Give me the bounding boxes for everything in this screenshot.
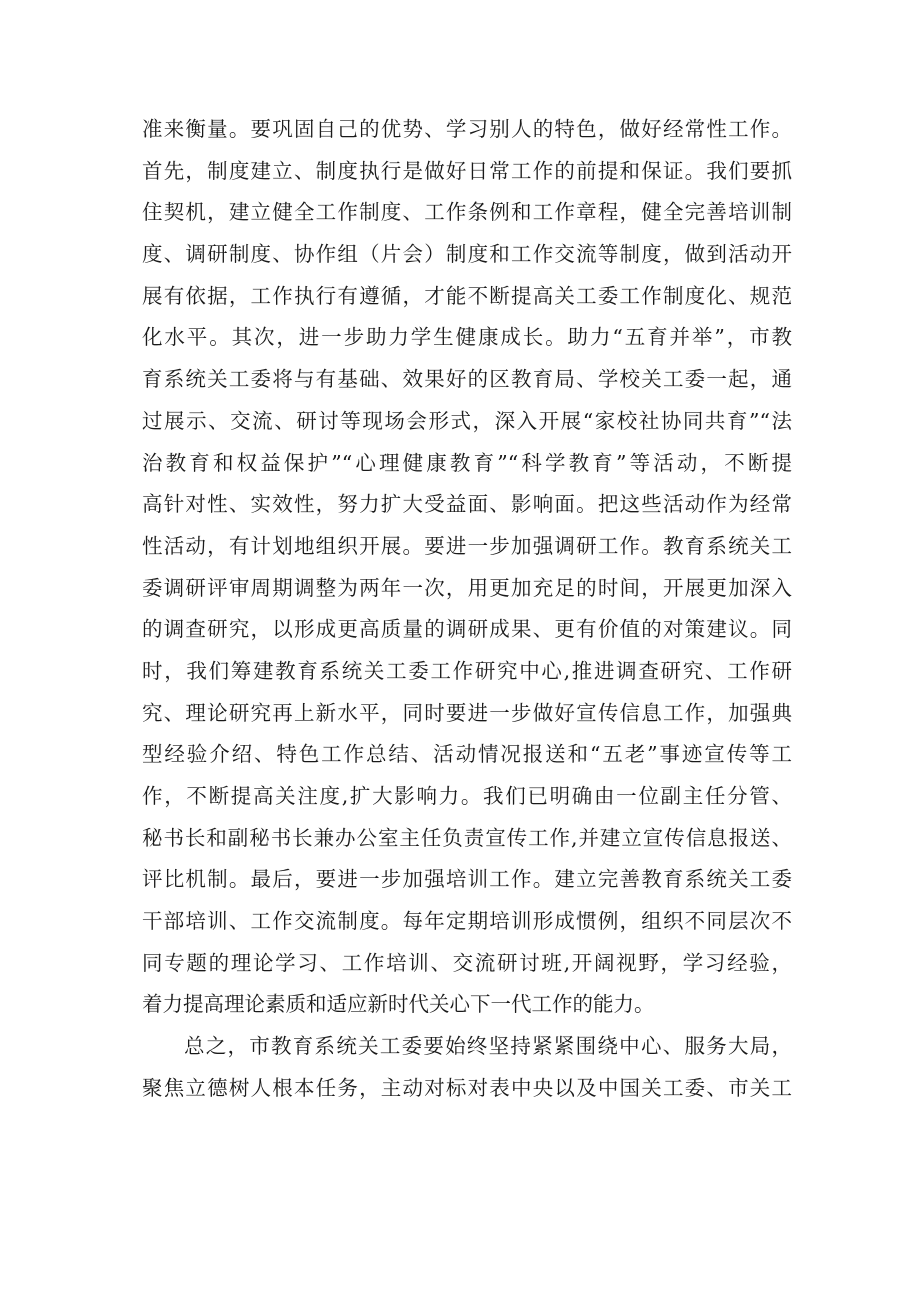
text-line: 干部培训、工作交流制度。每年定期培训形成惯例，组织不同层次不 [142,909,792,934]
text-line: 同专题的理论学习、工作培训、交流研讨班,开阔视野，学习经验， [142,950,792,975]
text-line: 准来衡量。要巩固自己的优势、学习别人的特色，做好经常性工作。 [142,117,792,141]
text-line: 究、理论研究再上新水平，同时要进一步做好宣传信息工作，加强典 [142,700,792,725]
text-line: 育系统关工委将与有基础、效果好的区教育局、学校关工委一起，通 [142,367,792,392]
text-line: 委调研评审周期调整为两年一次，用更加充足的时间，开展更加深入 [142,575,792,600]
text-line: 性活动，有计划地组织开展。要进一步加强调研工作。教育系统关工 [142,533,792,558]
text-line: 总之，市教育系统关工委要始终坚持紧紧围绕中心、服务大局， [184,1034,792,1059]
text-line: 展有依据，工作执行有遵循，才能不断提高关工委工作制度化、规范 [142,283,792,308]
text-line: 型经验介绍、特色工作总结、活动情况报送和“五老”事迹宣传等工 [142,742,792,767]
text-line: 着力提高理论素质和适应新时代关心下一代工作的能力。 [142,992,655,1017]
text-line: 聚焦立德树人根本任务，主动对标对表中央以及中国关工委、市关工 [142,1075,792,1100]
text-line: 评比机制。最后，要进一步加强培训工作。建立完善教育系统关工委 [142,867,792,892]
text-line: 高针对性、实效性，努力扩大受益面、影响面。把这些活动作为经常 [142,492,792,517]
text-line: 过展示、交流、研讨等现场会形式，深入开展“家校社协同共育”“法 [142,408,792,433]
text-line: 时，我们筹建教育系统关工委工作研究中心,推进调查研究、工作研 [142,658,792,683]
text-line: 治教育和权益保护”“心理健康教育”“科学教育”等活动，不断提 [142,450,792,475]
text-line: 秘书长和副秘书长兼办公室主任负责宣传工作,并建立宣传信息报送、 [142,825,792,850]
text-line: 度、调研制度、协作组（片会）制度和工作交流等制度，做到活动开 [142,242,792,267]
text-line: 首先，制度建立、制度执行是做好日常工作的前提和保证。我们要抓 [142,158,792,183]
text-line: 作，不断提高关注度,扩大影响力。我们已明确由一位副主任分管、 [142,784,792,808]
body-text [142,109,792,1110]
text-line: 住契机，建立健全工作制度、工作条例和工作章程，健全完善培训制 [142,200,792,225]
text-line: 化水平。其次，进一步助力学生健康成长。助力“五育并举”，市教 [142,325,792,350]
text-line: 的调查研究，以形成更高质量的调研成果、更有价值的对策建议。同 [142,617,792,642]
